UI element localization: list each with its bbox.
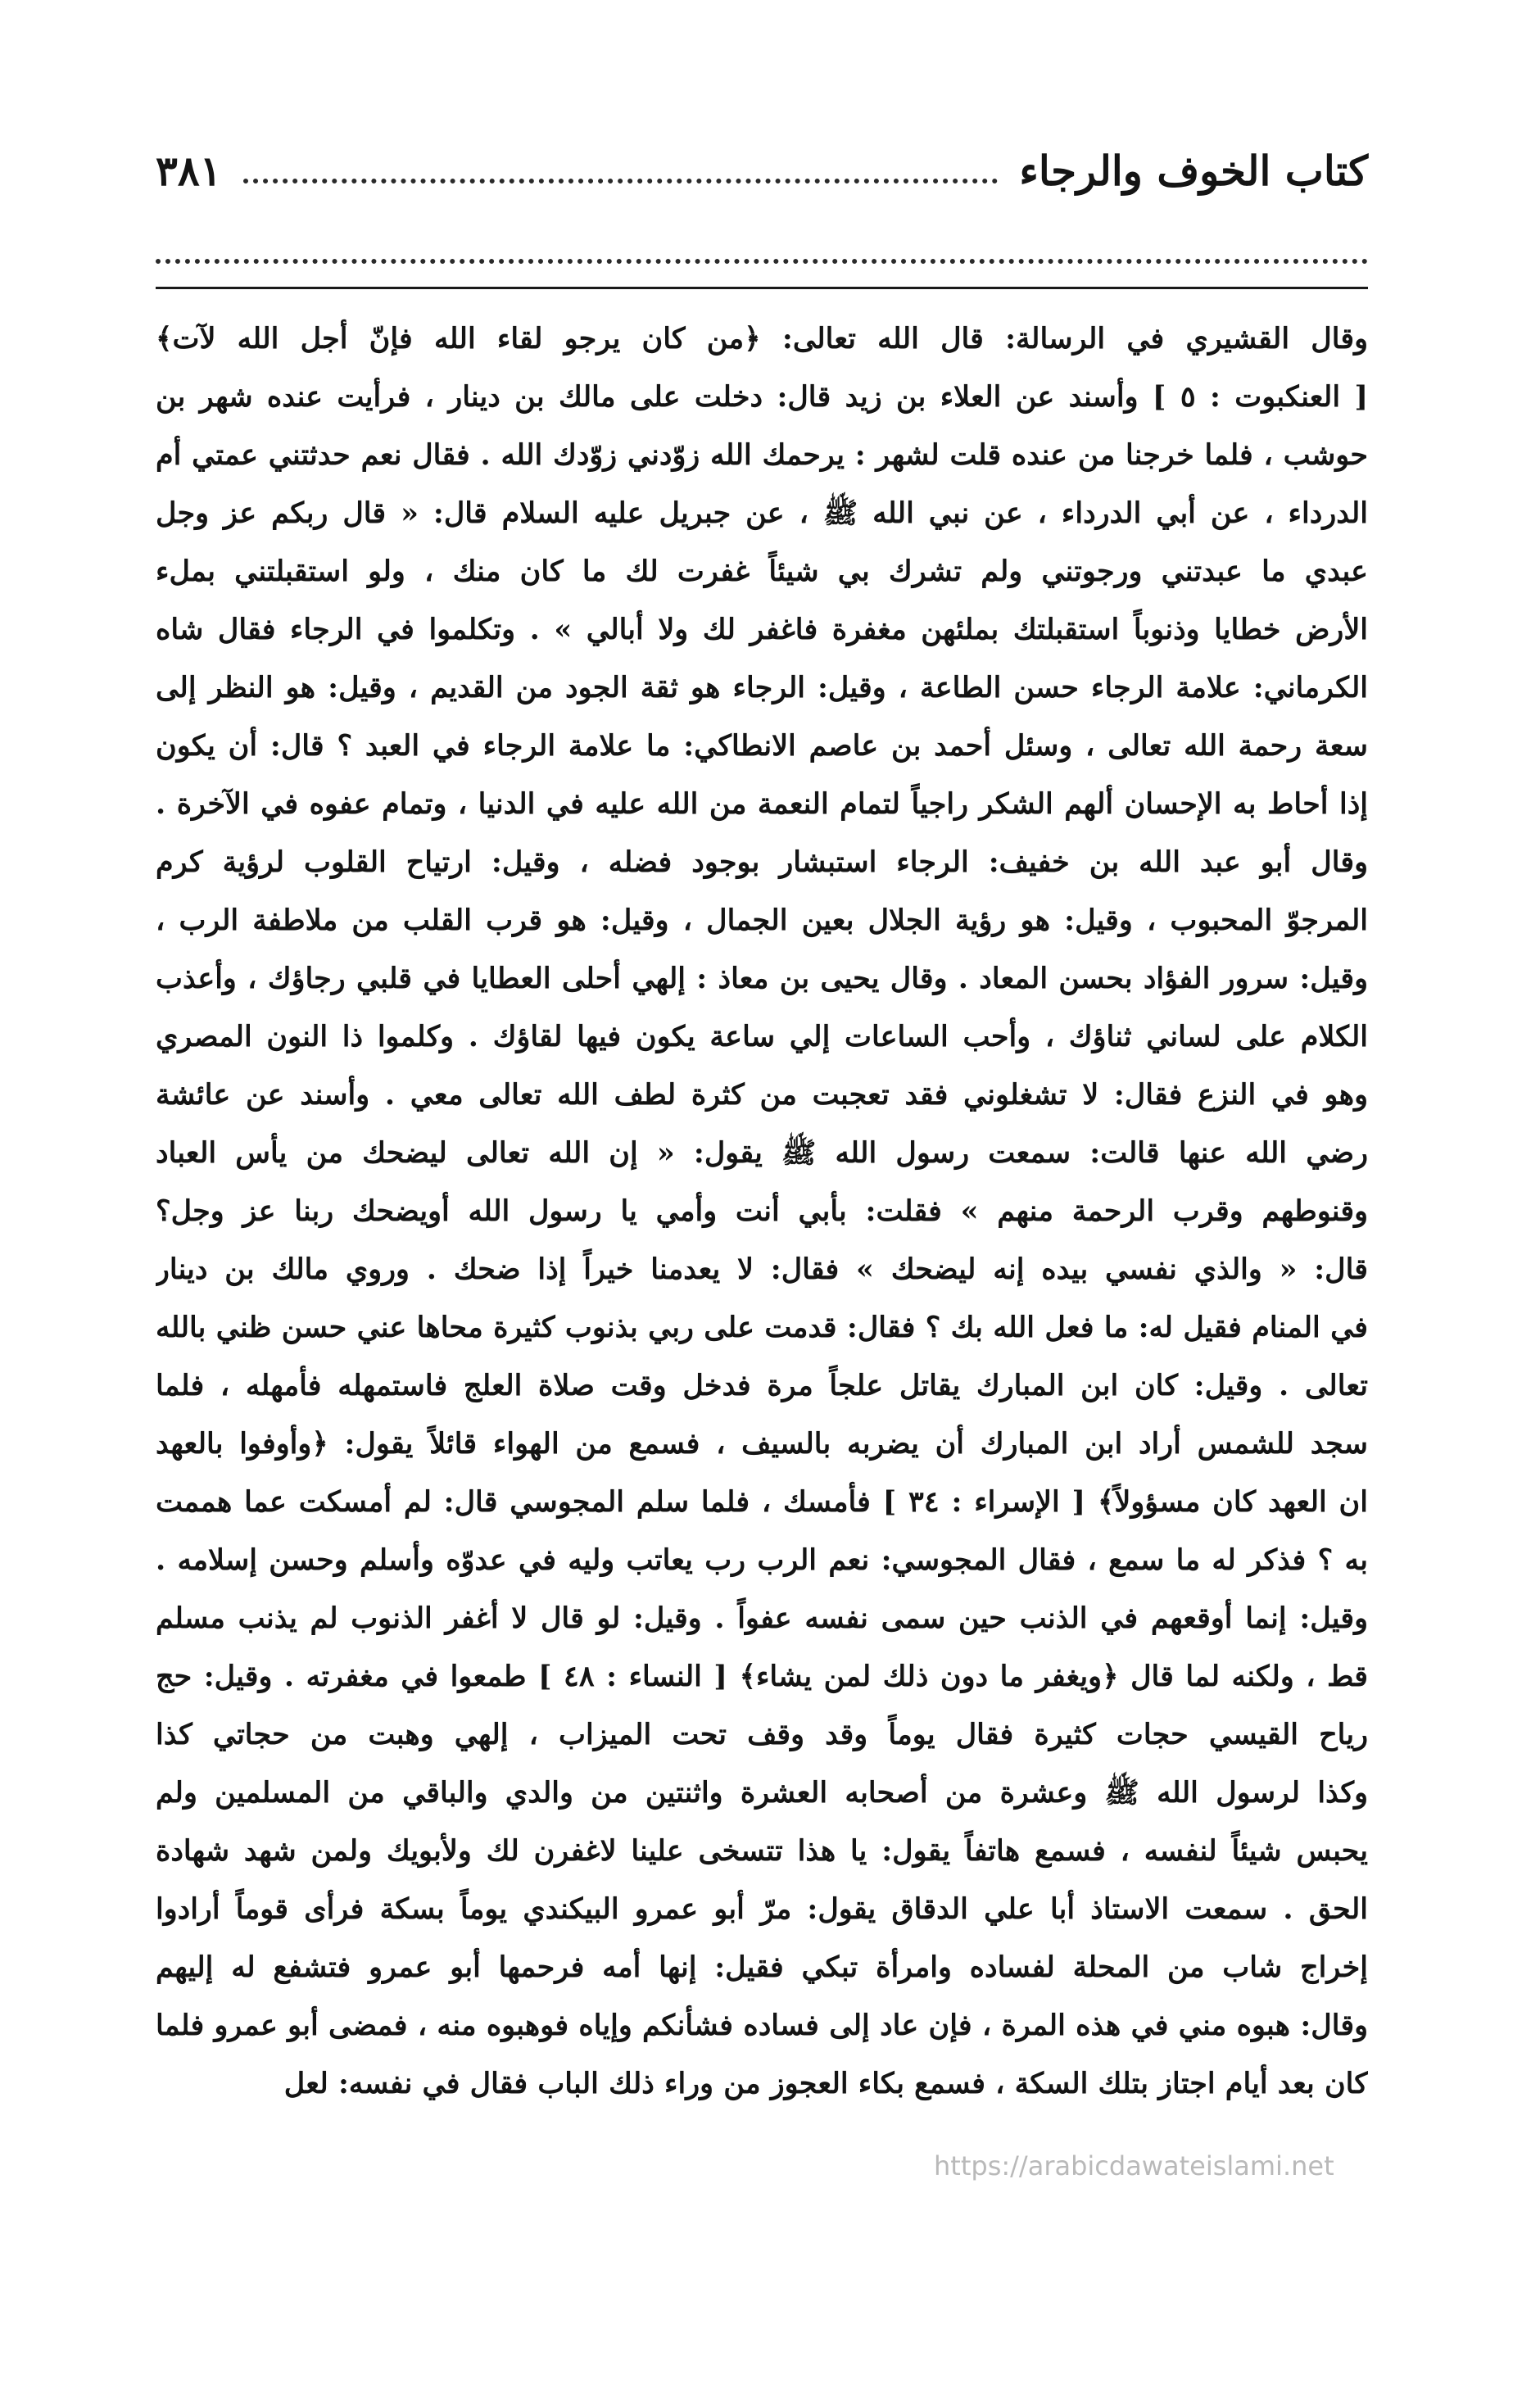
text-line: وقال أبو عبد الله بن خفيف: الرجاء استبشار بوجود فضله ، وقيل: ارتياح القلوب لرؤية كرم (156, 845, 1368, 879)
header-dot-leader (243, 179, 999, 183)
text-line: الحق . سمعت الاستاذ أبا علي الدقاق يقول: مرّ أبو عمرو البيكندي يوماً بسكة فرأى قوماً أرادوا (156, 1892, 1368, 1926)
page-number: ٣٨١ (156, 147, 222, 195)
text-line: المرجوّ المحبوب ، وقيل: هو رؤية الجلال بعين الجمال ، وقيل: هو قرب القلب من ملاطفة الرب ، (156, 904, 1368, 937)
text-line: وقيل: سرور الفؤاد بحسن المعاد . وقال يحيى بن معاذ : إلهي أحلى العطايا في قلبي رجاؤك ، وأعذب (156, 962, 1368, 995)
text-line: كان بعد أيام اجتاز بتلك السكة ، فسمع بكاء العجوز من وراء ذلك الباب فقال في نفسه: لعل (283, 2067, 1368, 2100)
text-line: به ؟ فذكر له ما سمع ، فقال المجوسي: نعم الرب رب يعاتب وليه في عدوّه وأسلم وحسن إسلامه . (156, 1543, 1368, 1577)
text-line: رياح القيسي حجات كثيرة فقال يوماً وقد وقف تحت الميزاب ، إلهي وهبت من حجاتي كذا (156, 1718, 1368, 1751)
running-head (156, 138, 1368, 195)
header-rule (156, 287, 1368, 289)
text-line: سعة رحمة الله تعالى ، وسئل أحمد بن عاصم الانطاكي: ما علامة الرجاء في العبد ؟ قال: أن يكون (156, 729, 1368, 763)
text-line: وهو في النزع فقال: لا تشغلوني فقد تعجبت من كثرة لطف الله تعالى معي . وأسند عن عائشة (156, 1078, 1368, 1112)
text-line: [ العنكبوت : ٥ ] وأسند عن العلاء بن زيد قال: دخلت على مالك بن دينار ، فرأيت عنده شهر بن (156, 380, 1368, 414)
book-title: كتاب الخوف والرجاء (1019, 147, 1368, 195)
text-line: عبدي ما عبدتني ورجوتني ولم تشرك بي شيئاً غفرت لك ما كان منك ، ولو استقبلتني بملء (156, 555, 1368, 588)
text-line: وكذا لرسول الله ﷺ وعشرة من أصحابه العشرة واثنتين من والدي والباقي من المسلمين ولم (156, 1776, 1368, 1810)
text-line: يحبس شيئاً لنفسه ، فسمع هاتفاً يقول: يا هذا تتسخى علينا لاغفرن لك ولأبويك ولمن شهد شهادة (156, 1834, 1368, 1868)
text-line: سجد للشمس أراد ابن المبارك أن يضربه بالسيف ، فسمع من الهواء قائلاً يقول: ﴿وأوفوا بالعهد (156, 1427, 1368, 1461)
text-line: الكرماني: علامة الرجاء حسن الطاعة ، وقيل: الرجاء هو ثقة الجود من القديم ، وقيل: هو النظر إلى (156, 671, 1368, 704)
text-line: قط ، ولكنه لما قال ﴿ويغفر ما دون ذلك لمن يشاء﴾ [ النساء : ٤٨ ] طمعوا في مغفرته . وقيل: حج (156, 1660, 1368, 1693)
text-line: الأرض خطايا وذنوباً استقبلتك بملئهن مغفرة فاغفر لك ولا أبالي » . وتكلموا في الرجاء فقال شاه (156, 613, 1368, 646)
text-line: إخراج شاب من المحلة لفساده وامرأة تبكي فقيل: إنها أمه فرحمها أبو عمرو فتشفع له إليهم (156, 1950, 1368, 1984)
text-line: وقال القشيري في الرسالة: قال الله تعالى: ﴿من كان يرجو لقاء الله فإنّ أجل الله لآت﴾ (156, 322, 1368, 356)
text-line: ان العهد كان مسؤولاً﴾ [ الإسراء : ٣٤ ] فأمسك ، فلما سلم المجوسي قال: لم أمسكت عما هممت (156, 1485, 1368, 1519)
body-text (156, 310, 1368, 2113)
text-line: إذا أحاط به الإحسان ألهم الشكر راجياً لتمام النعمة من الله عليه في الدنيا ، وتمام عفوه في الآخرة . (156, 787, 1368, 821)
dotted-separator (156, 259, 1368, 264)
text-line: الكلام على لساني ثناؤك ، وأحب الساعات إلي ساعة يكون فيها لقاؤك . وكلموا ذا النون المصري (156, 1020, 1368, 1053)
watermark-url: https://arabicdawateislami.net (934, 2150, 1334, 2181)
text-line: تعالى . وقيل: كان ابن المبارك يقاتل علجاً مرة فدخل وقت صلاة العلج فاستمهله فأمهله ، فلما (156, 1369, 1368, 1402)
text-line: وقيل: إنما أوقعهم في الذنب حين سمى نفسه عفواً . وقيل: لو قال لا أغفر الذنوب لم يذنب مسلم (156, 1602, 1368, 1635)
text-line: في المنام فقيل له: ما فعل الله بك ؟ فقال: قدمت على ربي بذنوب كثيرة محاها عني حسن ظني بالله (156, 1311, 1368, 1344)
text-line: رضي الله عنها قالت: سمعت رسول الله ﷺ يقول: « إن الله تعالى ليضحك من يأس العباد (156, 1136, 1368, 1170)
text-line: وقنوطهم وقرب الرحمة منهم » فقلت: بأبي أنت وأمي يا رسول الله أويضحك ربنا عز وجل؟ (156, 1194, 1368, 1228)
text-line: قال: « والذي نفسي بيده إنه ليضحك » فقال: لا يعدمنا خيراً إذا ضحك . وروي مالك بن دينار (156, 1253, 1368, 1286)
text-line: الدرداء ، عن أبي الدرداء ، عن نبي الله ﷺ ، عن جبريل عليه السلام قال: « قال ربكم عز وجل (156, 496, 1368, 530)
text-line: حوشب ، فلما خرجنا من عنده قلت لشهر : يرحمك الله زوّدني زوّدك الله . فقال نعم حدثتني عمتي أم (156, 438, 1368, 472)
text-line: وقال: هبوه مني في هذه المرة ، فإن عاد إلى فساده فشأنكم وإياه فوهبوه منه ، فمضى أبو عمرو فلما (156, 2009, 1368, 2042)
